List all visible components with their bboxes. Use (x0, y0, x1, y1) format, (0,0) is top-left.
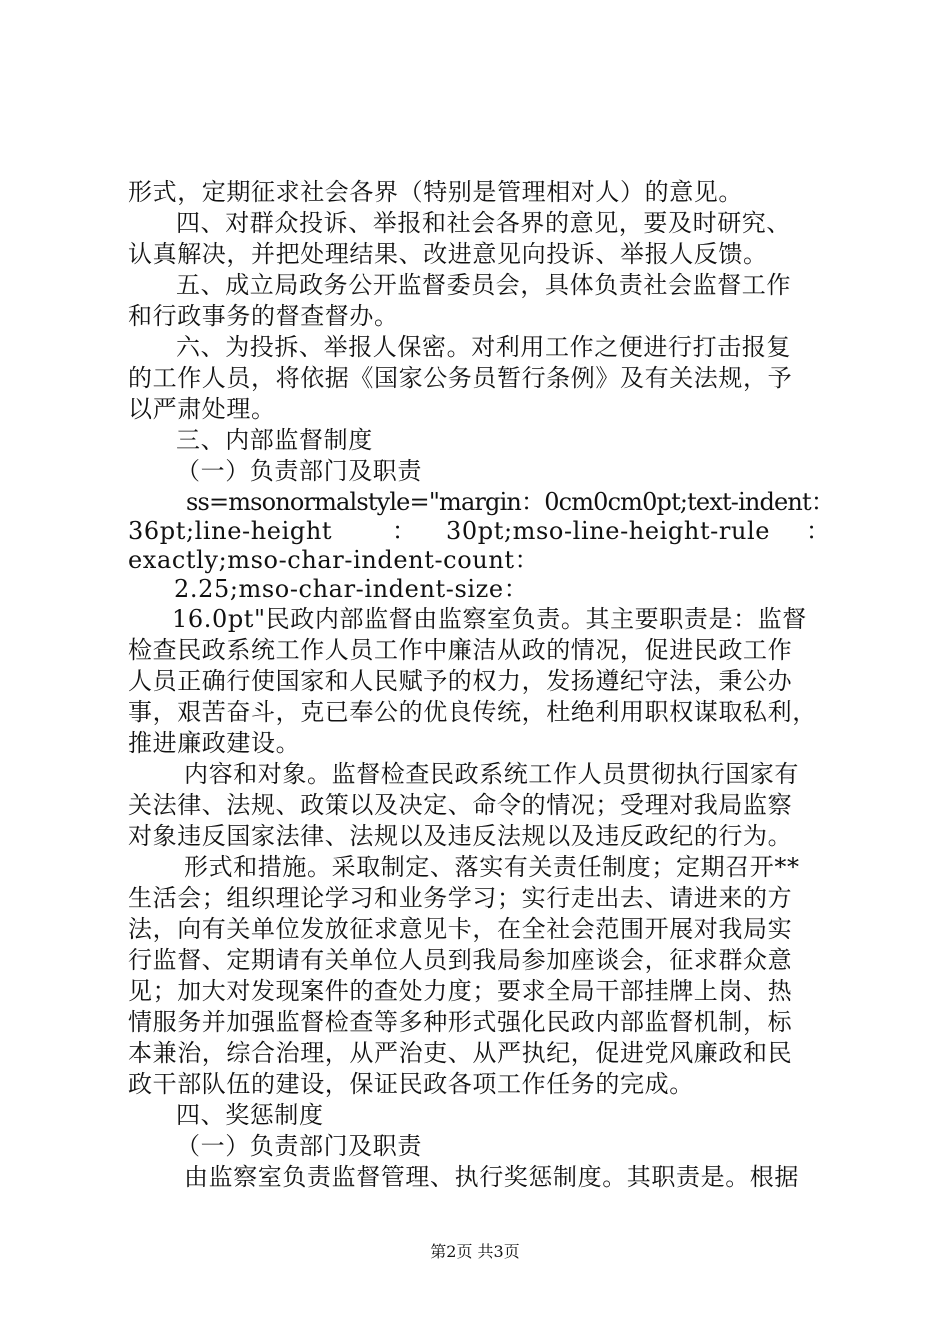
text-line: 的工作人员，将依据《国家公务员暂行条例》及有关法规，予 (128, 364, 793, 392)
text-line: 五、成立局政务公开监督委员会，具体负责社会监督工作 (176, 271, 791, 299)
text-line: 见；加大对发现案件的查处力度；要求全局干部挂牌上岗、热 (128, 977, 793, 1005)
text-line: 本兼治，综合治理，从严治吏、从严执纪，促进党风廉政和民 (128, 1039, 793, 1067)
text-line: 36pt;line-height (128, 517, 333, 545)
text-line: 形式和措施。采取制定、落实有关责任制度；定期召开** (184, 853, 800, 881)
text-line: 由监察室负责监督管理、执行奖惩制度。其职责是。根据 (184, 1163, 799, 1191)
text-line: 16.0pt"民政内部监督由监察室负责。其主要职责是：监督 (172, 605, 807, 633)
page-footer: 第2页 共3页 (430, 1242, 520, 1261)
text-line: 政干部队伍的建设，保证民政各项工作任务的完成。 (128, 1070, 694, 1098)
text-line: 对象违反国家法律、法规以及违反法规以及违反政纪的行为。 (128, 822, 793, 850)
subsection-heading: （一）负责部门及职责 (176, 1132, 422, 1160)
text-line: 认真解决，并把处理结果、改进意见向投诉、举报人反馈。 (128, 240, 768, 268)
text-line: 30pt;mso-line-height-rule (446, 517, 771, 545)
text-line: 关法律、法规、政策以及决定、命令的情况；受理对我局监察 (128, 791, 793, 819)
text-line: ： (392, 517, 417, 545)
text-line: 生活会；组织理论学习和业务学习；实行走出去、请进来的方 (128, 884, 793, 912)
text-line: 推进廉政建设。 (128, 729, 301, 757)
text-line: ss=msonormalstyle="margin：0cm0cm0pt;text-indent： (186, 488, 835, 516)
text-line: ： (806, 517, 831, 545)
text-line: 和行政事务的督查督办。 (128, 302, 399, 330)
text-line: 情服务并加强监督检查等多种形式强化民政内部监督机制，标 (128, 1008, 793, 1036)
text-line: 2.25;mso-char-indent-size： (174, 575, 529, 603)
text-line: 形式，定期征求社会各界（特别是管理相对人）的意见。 (128, 178, 743, 206)
section-heading: 四、奖惩制度 (176, 1101, 324, 1129)
text-line: 人员正确行使国家和人民赋予的权力，发扬遵纪守法，秉公办 (128, 667, 793, 695)
text-line: 检查民政系统工作人员工作中廉洁从政的情况，促进民政工作 (128, 636, 793, 664)
text-line: 四、对群众投诉、举报和社会各界的意见，要及时研究、 (176, 209, 791, 237)
text-line: 法，向有关单位发放征求意见卡，在全社会范围开展对我局实 (128, 915, 793, 943)
text-line: 六、为投拆、举报人保密。对利用工作之便进行打击报复 (176, 333, 791, 361)
text-line: 行监督、定期请有关单位人员到我局参加座谈会，征求群众意 (128, 946, 793, 974)
text-line: 事，艰苦奋斗，克已奉公的优良传统，杜绝利用职权谋取私利， (128, 698, 817, 726)
text-line: exactly;mso-char-indent-count： (128, 546, 540, 574)
subsection-heading: （一）负责部门及职责 (176, 457, 422, 485)
text-line: 内容和对象。监督检查民政系统工作人员贯彻执行国家有 (184, 760, 799, 788)
text-line: 以严肃处理。 (128, 395, 276, 423)
section-heading: 三、内部监督制度 (176, 426, 373, 454)
